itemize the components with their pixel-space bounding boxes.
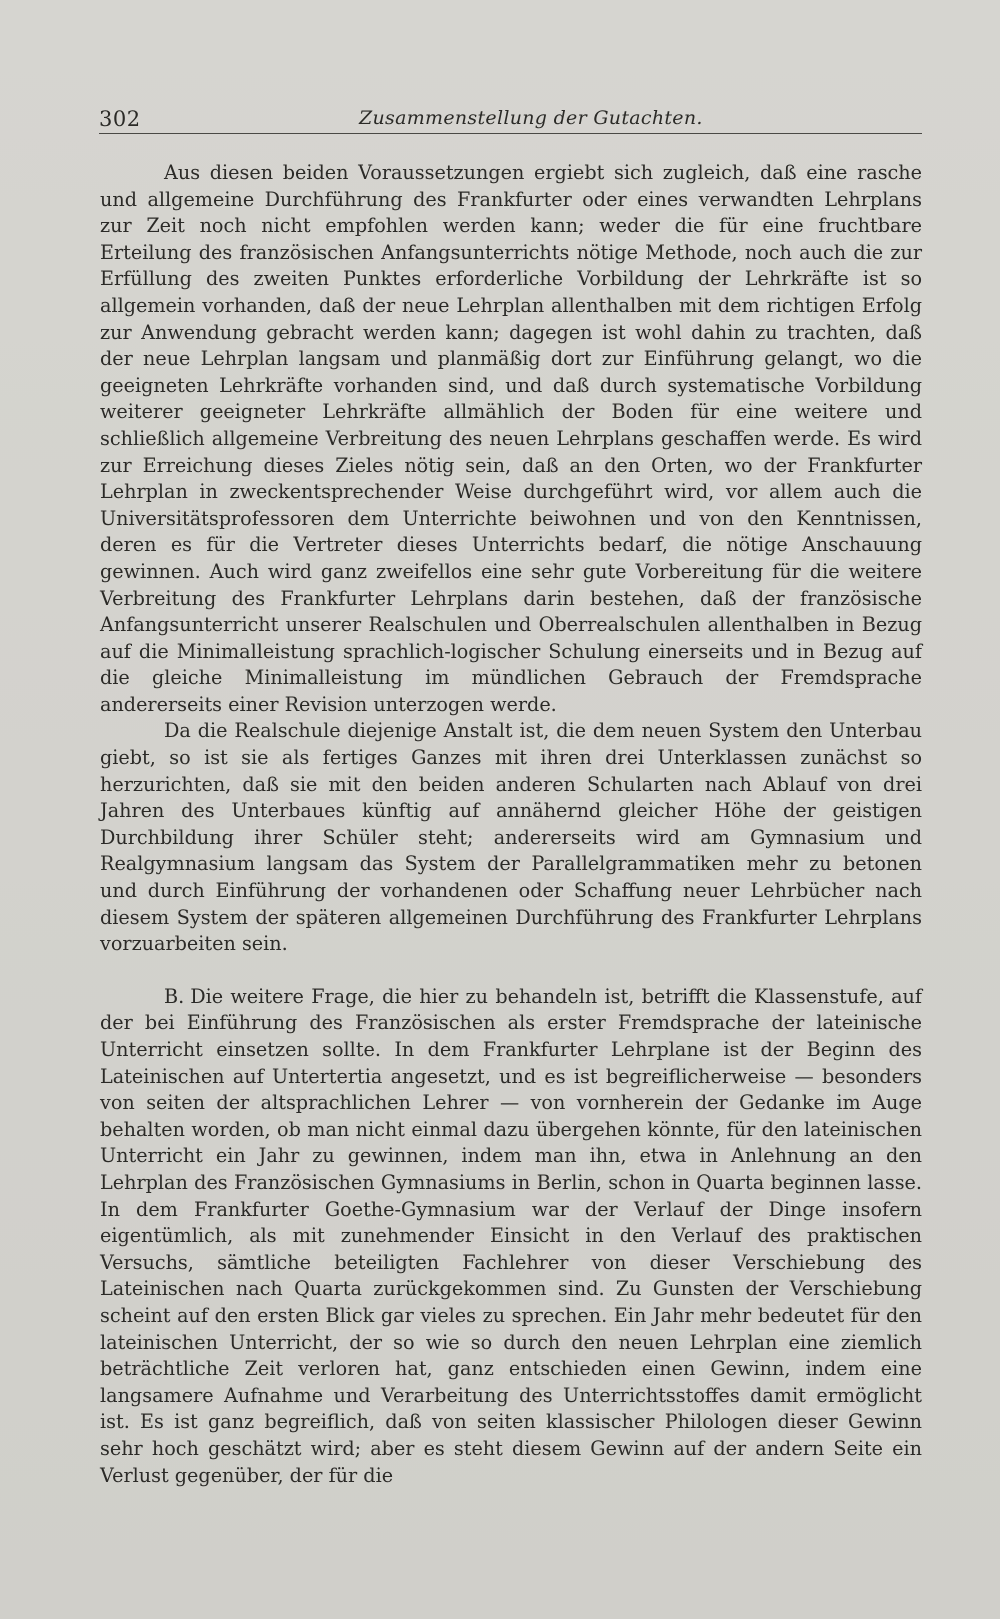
paragraph [100, 984, 922, 1489]
paragraph-text: Die weitere Frage, die hier zu behandeln ist, betrifft die Klassenstufe, auf der bei Einführung des Französischen als erster Fremdsprache der lateinische Unterricht einsetzen sollte. In dem Frankfurter Lehrplane ist der Beginn des Lateinischen auf Untertertia angesetzt, und es ist begreiflicherweise — besonders von seiten der altsprachlichen Lehrer — von vornherein der Gedanke im Auge behalten worden, ob man nicht einmal dazu übergehen könnte, für den lateinischen Unterricht ein Jahr zu gewinnen, indem man ihn, etwa in Anlehnung an den Lehrplan des Französischen Gymnasiums in Berlin, schon in Quarta beginnen lasse. In dem Frankfurter Goethe-Gymnasium war der Verlauf der Dinge insofern eigentümlich, als mit zunehmender Einsicht in den Verlauf des praktischen Versuchs, sämtliche beteiligten Fachlehrer von dieser Verschiebung des Lateinischen nach Quarta zurückgekommen sind. Zu Gunsten der Verschiebung scheint auf den ersten Blick gar vieles zu sprechen. Ein Jahr mehr bedeutet für den lateinischen Unterricht, der so wie so durch den neuen Lehrplan eine ziemlich beträchtliche Zeit verloren hat, ganz entschieden einen Gewinn, indem eine langsamere Aufnahme und Verarbeitung des Unterrichtsstoffes damit ermöglicht ist. Es ist ganz begreiflich, daß von seiten klassischer Philologen dieser Gewinn sehr hoch geschätzt wird; aber es steht diesem Gewinn auf der andern Seite ein Verlust gegenüber, der für die [100, 984, 922, 1487]
paragraph [100, 160, 922, 718]
running-title: Zusammenstellung der Gutachten. [359, 107, 703, 129]
paragraph-text: Aus diesen beiden Voraussetzungen ergiebt sich zugleich, daß eine rasche und allgemeine Durchführung des Frankfurter oder eines verwandten Lehrplans zur Zeit noch nicht empfohlen werden kann; weder die für eine fruchtbare Erteilung des französischen Anfangsunterrichts nötige Methode, noch auch die zur Erfüllung des zweiten Punktes erforderliche Vorbildung der Lehrkräfte ist so allgemein vorhanden, daß der neue Lehrplan allenthalben mit dem richtigen Erfolg zur Anwendung gebracht werden kann; dagegen ist wohl dahin zu trachten, daß der neue Lehrplan langsam und planmäßig dort zur Einführung gelangt, wo die geeigneten Lehrkräfte vorhanden sind, und daß durch systematische Vorbildung weiterer geeigneter Lehrkräfte allmählich der Boden für eine weitere und schließlich allgemeine Verbreitung des neuen Lehrplans geschaffen werde. Es wird zur Erreichung dieses Zieles nötig sein, daß an den Orten, wo der Frankfurter Lehrplan in zweckentsprechender Weise durchgeführt wird, vor allem auch die Universitätsprofessoren dem Unterrichte beiwohnen und von den Kenntnissen, deren es für die Vertreter dieses Unterrichts bedarf, die nötige Anschauung gewinnen. Auch wird ganz zweifellos eine sehr gute Vorbereitung für die weitere Verbreitung des Frankfurter Lehrplans darin bestehen, daß der französische Anfangsunterricht unserer Realschulen und Oberrealschulen allenthalben in Bezug auf die Minimalleistung sprachlich-logischer Schulung einerseits und in Bezug auf die gleiche Minimalleistung im mündlichen Gebrauch der Fremdsprache andererseits einer Revision unterzogen werde. [100, 161, 922, 716]
page-number: 302 [99, 107, 141, 131]
page-header [99, 103, 922, 134]
body-text [100, 160, 922, 1489]
section-label: B. [164, 984, 185, 1008]
paragraph-text: Da die Realschule diejenige Anstalt ist, die dem neuen System den Unterbau giebt, so ist sie als fertiges Ganzes mit ihren drei Unterklassen zunächst so herzurichten, daß sie mit den beiden anderen Schularten nach Ablauf von drei Jahren des Unterbaues künftig auf annähernd gleicher Höhe der geistigen Durchbildung ihrer Schüler steht; andererseits wird am Gymnasium und Realgymnasium langsam das System der Parallelgrammatiken mehr zu betonen und durch Einführung der vorhandenen oder Schaffung neuer Lehrbücher nach diesem System der späteren allgemeinen Durchführung des Frankfurter Lehrplans vorzuarbeiten sein. [100, 719, 922, 956]
paragraph [100, 718, 922, 957]
